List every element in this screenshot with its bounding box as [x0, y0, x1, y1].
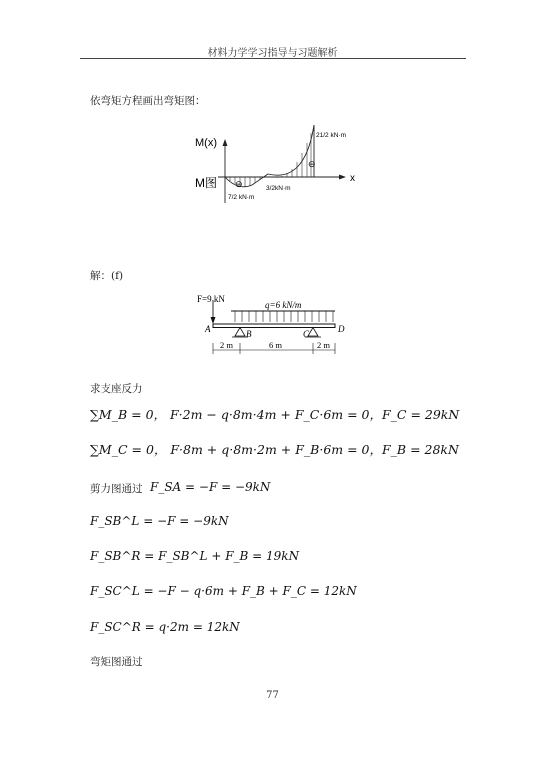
equation-fscr: F_SC^R = q·2m = 12kN [90, 620, 240, 634]
m-label-left: 7/2 kN·m [228, 194, 255, 201]
moment-diagram-figure [180, 125, 380, 210]
equation-fsbr: F_SB^R = F_SB^L + F_B = 19kN [90, 549, 300, 563]
point-b: B [246, 329, 252, 339]
equation-fsbl: F_SB^L = −F = −9kN [90, 514, 229, 528]
equation-mb: ∑M_B = 0， F·2m − q·8m·4m + F_C·6m = 0，F_C = 29kN [90, 407, 460, 422]
m-axis-y-label: M(x) [195, 137, 217, 149]
support-b [235, 328, 245, 337]
force-label: F=9 kN [197, 294, 225, 304]
beam-figure [195, 288, 365, 363]
moment-curve [225, 125, 314, 187]
point-c: C [303, 329, 310, 339]
m-label-right: 21/2 kN·m [316, 132, 346, 139]
header-rule [80, 58, 466, 59]
page-number: 77 [266, 690, 279, 701]
equation-fsa: F_SA = −F = −9kN [150, 480, 271, 494]
load-label: q=6 kN/m [265, 300, 302, 310]
equation-fscl: F_SC^L = −F − q·6m + F_B + F_C = 12kN [90, 584, 357, 598]
dim-3: 2 m [317, 340, 330, 350]
m-label-mid: 3/2kN·m [266, 185, 291, 192]
shear-intro: 剪力图通过 [90, 483, 143, 495]
m-sign-left: ⊖ [235, 179, 243, 189]
point-d: D [338, 324, 345, 334]
running-header: 材料力学学习指导与习题解析 [207, 48, 338, 59]
m-axis-x-arrow [339, 175, 346, 180]
dim-2: 6 m [269, 340, 282, 350]
m-sign-right: ⊖ [308, 159, 316, 169]
equation-mc: ∑M_C = 0， F·8m + q·8m·2m + F_B·6m = 0，F_B = 28kN [90, 442, 459, 457]
m-axis-y-arrow [223, 139, 228, 146]
load-arrows [235, 311, 333, 322]
m-axis-x-label: x [350, 173, 355, 184]
reactions-heading: 求支座反力 [90, 383, 143, 395]
point-a: A [205, 324, 211, 334]
force-arrow-head [211, 317, 216, 324]
beam-body [213, 324, 335, 328]
support-c [308, 328, 318, 337]
solution-label: 解：(f) [90, 270, 124, 282]
dim-1: 2 m [220, 340, 233, 350]
moment-outro: 弯矩图通过 [90, 656, 143, 668]
moment-intro-text: 依弯矩方程画出弯矩图： [90, 95, 206, 107]
m-diagram-label: M图 [195, 176, 217, 190]
